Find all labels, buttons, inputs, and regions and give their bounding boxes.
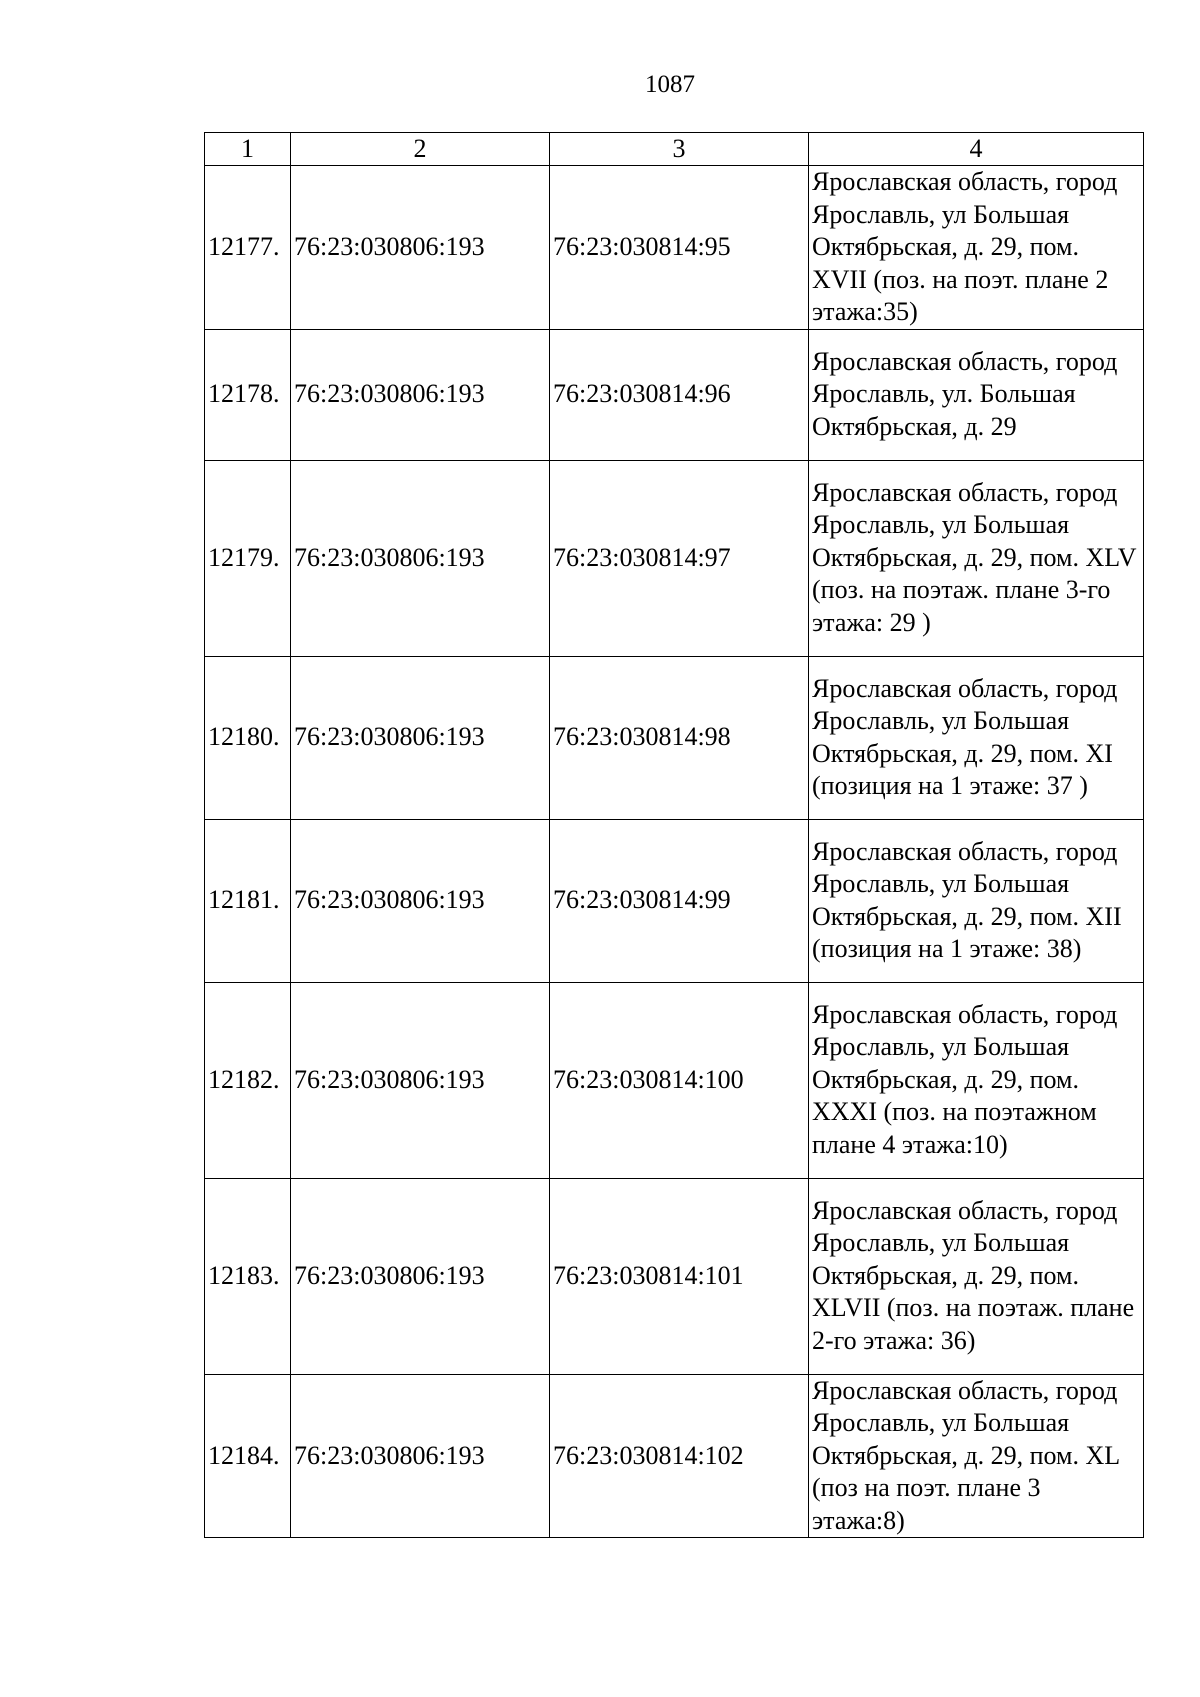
- object-cadastral-number: 76:23:030814:99: [550, 819, 809, 982]
- row-number: 12184.: [205, 1374, 291, 1538]
- object-address: Ярославская область, город Ярославль, ул Большая Октябрьская, д. 29, пом. XXXI (поз. на поэтажном плане 4 этажа:10): [809, 982, 1144, 1178]
- table-row: [205, 656, 1144, 819]
- object-cadastral-number: 76:23:030814:101: [550, 1178, 809, 1374]
- table-row: [205, 819, 1144, 982]
- header-col-3: 3: [550, 133, 809, 166]
- object-cadastral-number: 76:23:030814:95: [550, 166, 809, 330]
- object-cadastral-number: 76:23:030814:98: [550, 656, 809, 819]
- table-row: [205, 460, 1144, 656]
- parcel-cadastral-number: 76:23:030806:193: [291, 1374, 550, 1538]
- object-cadastral-number: 76:23:030814:100: [550, 982, 809, 1178]
- header-col-4: 4: [809, 133, 1144, 166]
- parcel-cadastral-number: 76:23:030806:193: [291, 1178, 550, 1374]
- table-row: [205, 1374, 1144, 1538]
- parcel-cadastral-number: 76:23:030806:193: [291, 982, 550, 1178]
- object-address: Ярославская область, город Ярославль, ул. Большая Октябрьская, д. 29: [809, 329, 1144, 460]
- header-col-1: 1: [205, 133, 291, 166]
- object-cadastral-number: 76:23:030814:96: [550, 329, 809, 460]
- row-number: 12178.: [205, 329, 291, 460]
- parcel-cadastral-number: 76:23:030806:193: [291, 329, 550, 460]
- table-row: [205, 982, 1144, 1178]
- object-address: Ярославская область, город Ярославль, ул Большая Октябрьская, д. 29, пом. XII (позиция на 1 этаже: 38): [809, 819, 1144, 982]
- parcel-cadastral-number: 76:23:030806:193: [291, 656, 550, 819]
- object-address: Ярославская область, город Ярославль, ул Большая Октябрьская, д. 29, пом. XI (позиция на 1 этаже: 37 ): [809, 656, 1144, 819]
- parcel-cadastral-number: 76:23:030806:193: [291, 460, 550, 656]
- parcel-cadastral-number: 76:23:030806:193: [291, 166, 550, 330]
- table-body: [205, 166, 1144, 1538]
- object-cadastral-number: 76:23:030814:97: [550, 460, 809, 656]
- header-col-2: 2: [291, 133, 550, 166]
- table-row: [205, 329, 1144, 460]
- page-number: 1087: [645, 71, 695, 98]
- row-number: 12182.: [205, 982, 291, 1178]
- object-address: Ярославская область, город Ярославль, ул Большая Октябрьская, д. 29, пом. XLVII (поз. на поэтаж. плане 2-го этажа: 36): [809, 1178, 1144, 1374]
- table-row: [205, 166, 1144, 330]
- row-number: 12183.: [205, 1178, 291, 1374]
- row-number: 12179.: [205, 460, 291, 656]
- object-address: Ярославская область, город Ярославль, ул Большая Октябрьская, д. 29, пом. XL (поз на поэт. плане 3 этажа:8): [809, 1374, 1144, 1538]
- table-row: [205, 1178, 1144, 1374]
- object-address: Ярославская область, город Ярославль, ул Большая Октябрьская, д. 29, пом. XVII (поз. на поэт. плане 2 этажа:35): [809, 166, 1144, 330]
- object-address: Ярославская область, город Ярославль, ул Большая Октябрьская, д. 29, пом. XLV (поз. на поэтаж. плане 3-го этажа: 29 ): [809, 460, 1144, 656]
- row-number: 12177.: [205, 166, 291, 330]
- header-row: [205, 133, 1144, 166]
- row-number: 12181.: [205, 819, 291, 982]
- object-cadastral-number: 76:23:030814:102: [550, 1374, 809, 1538]
- parcel-cadastral-number: 76:23:030806:193: [291, 819, 550, 982]
- table-header: [205, 133, 1144, 166]
- row-number: 12180.: [205, 656, 291, 819]
- registry-table: [204, 132, 1144, 1538]
